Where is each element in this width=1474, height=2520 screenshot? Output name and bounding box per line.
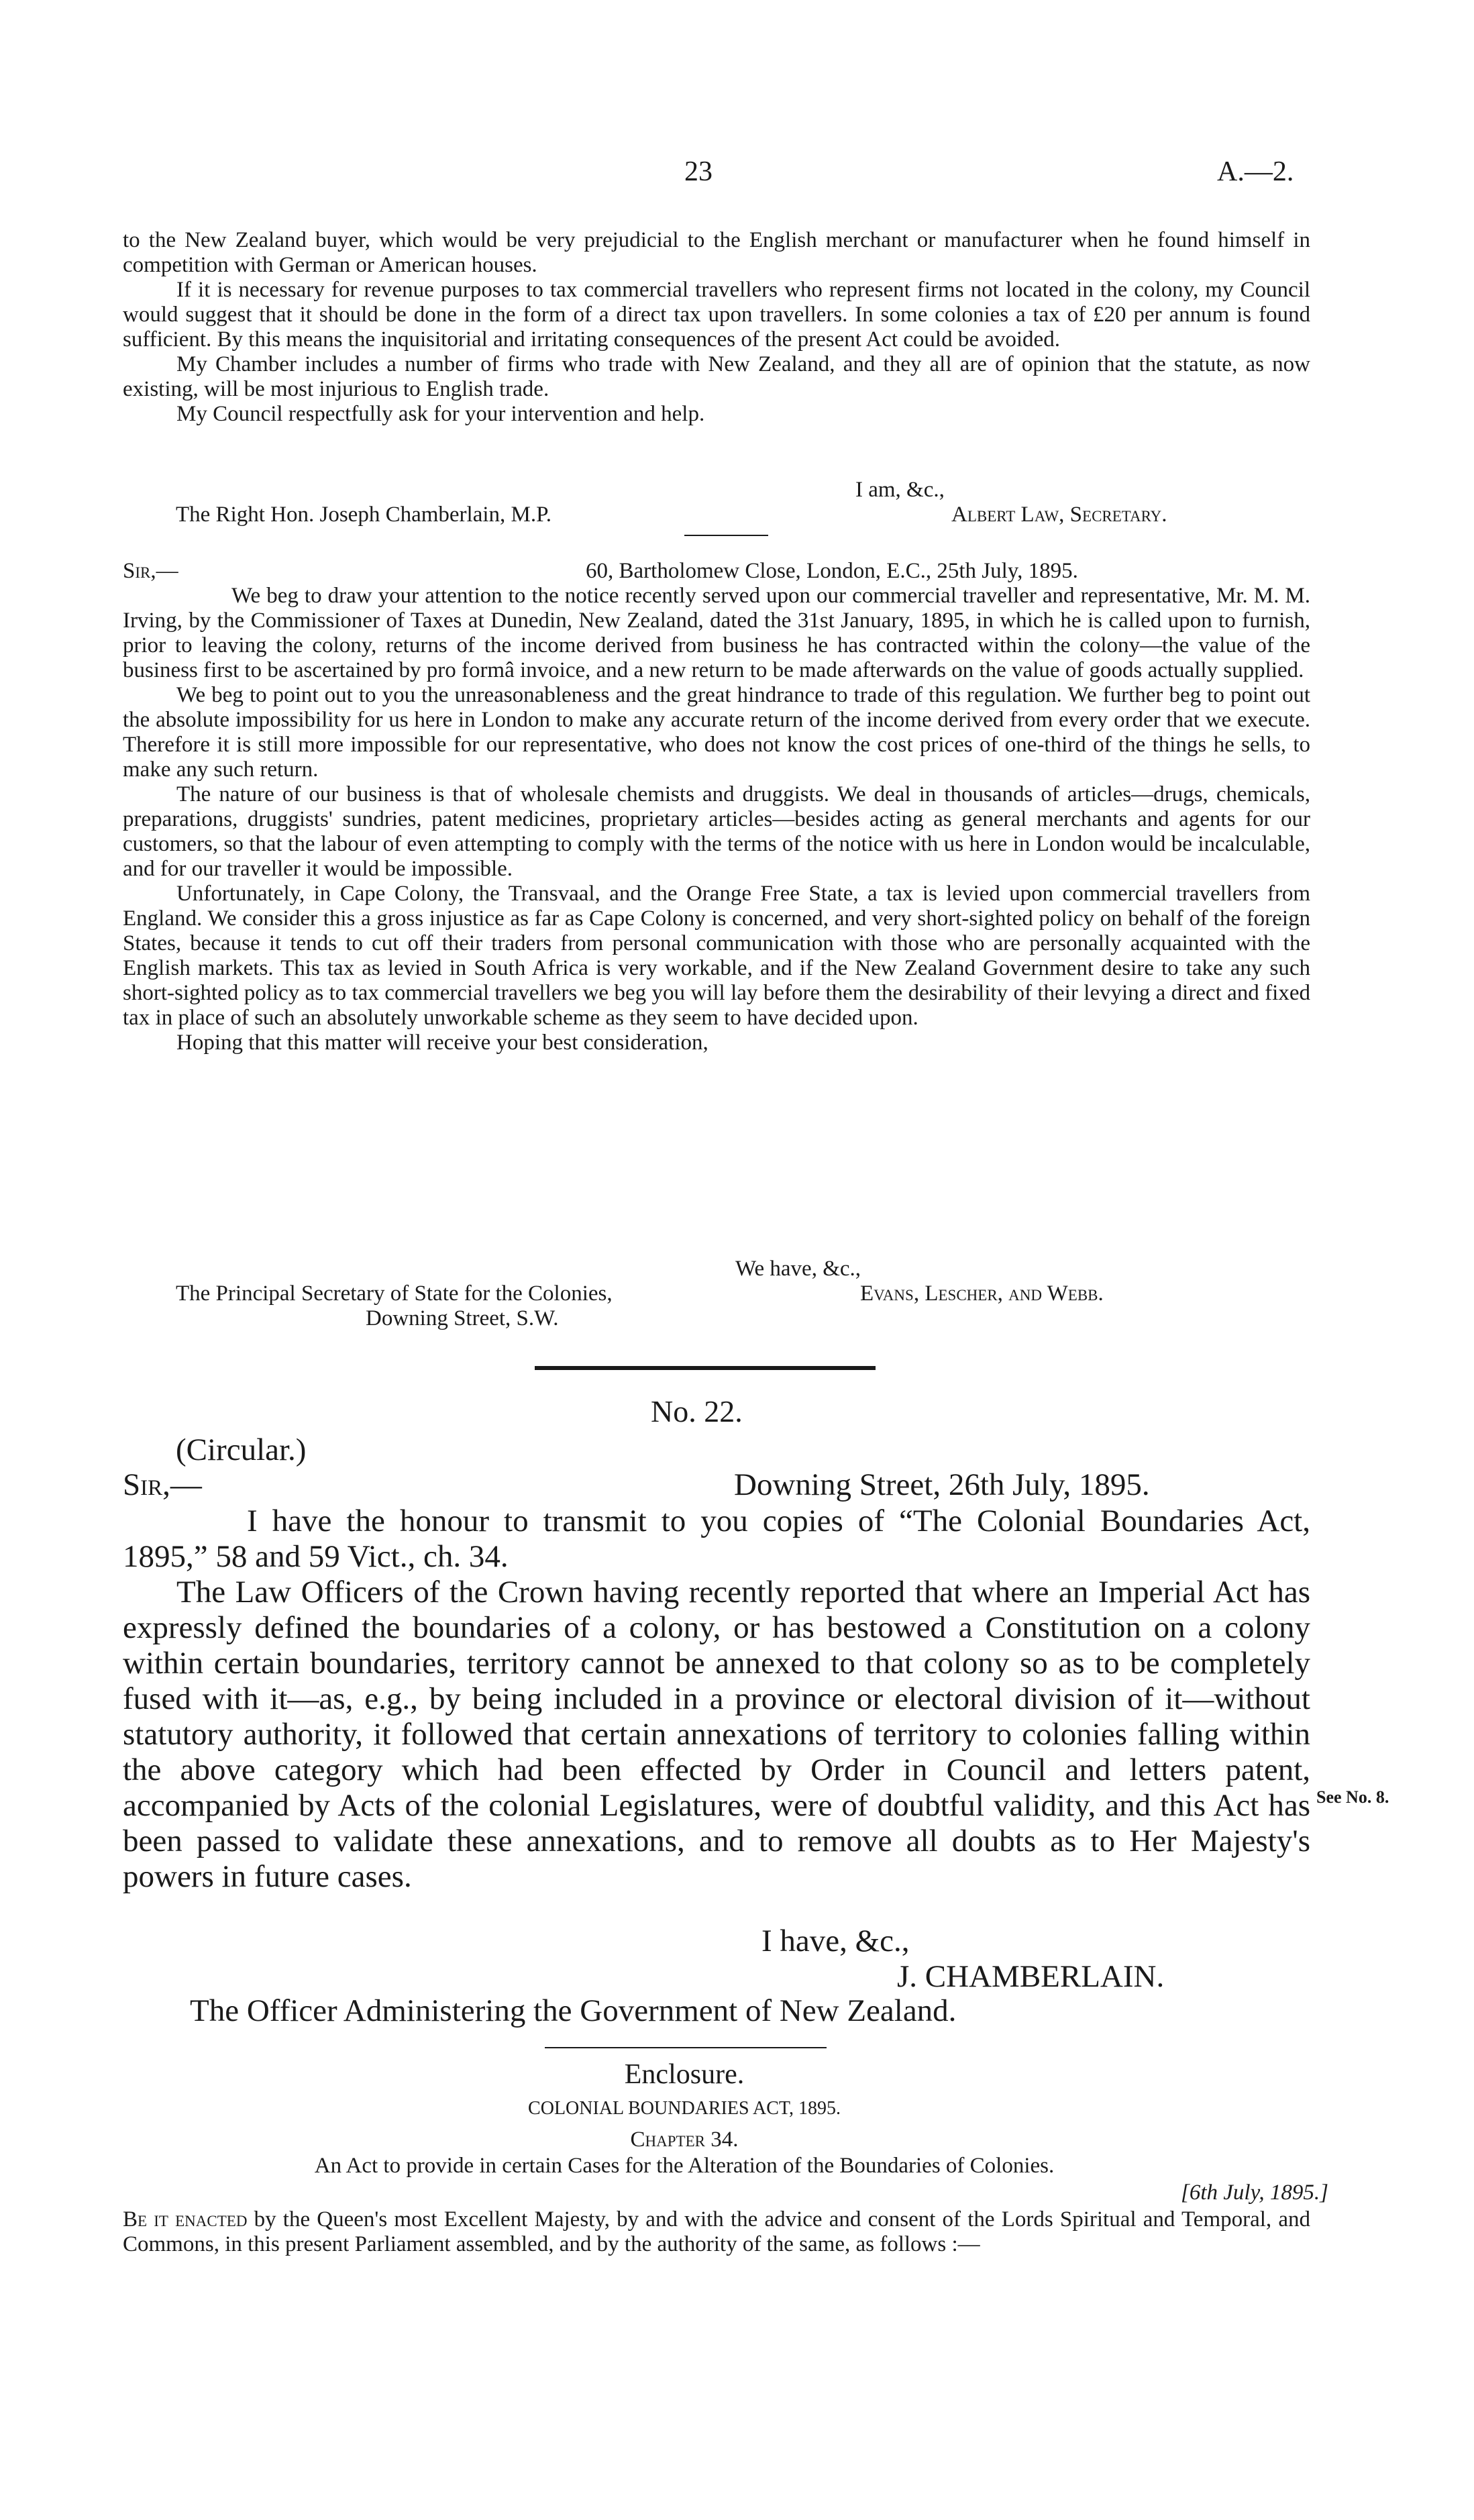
letter-2-addressee-street: Downing Street, S.W. xyxy=(366,1306,559,1330)
enclosure-divider xyxy=(545,2047,827,2048)
dispatch-signature: J. CHAMBERLAIN. xyxy=(897,1959,1165,1994)
dispatch-salutation: Sir,— xyxy=(123,1467,202,1502)
letter-1-addressee: The Right Hon. Joseph Chamberlain, M.P. xyxy=(176,503,552,527)
dispatch-closing: I have, &c., xyxy=(761,1924,910,1958)
margin-note: See No. 8. xyxy=(1316,1787,1389,1807)
letter-1-paragraph: to the New Zealand buyer, which would be very prejudicial to the English merchant or manufacturer when he found himself in competition with German or American houses. xyxy=(123,228,1310,277)
circular-label: (Circular.) xyxy=(176,1432,307,1467)
letter-2-paragraph: Hoping that this matter will receive your best consideration, xyxy=(176,1031,708,1055)
dispatch-number-heading: No. 22. xyxy=(651,1394,743,1428)
act-chapter: Chapter 34. xyxy=(630,2128,739,2152)
letter-2-paragraph: The nature of our business is that of wholesale chemists and druggists. We deal in thousands of articles—drugs, chemicals, preparations, druggists' sundries, patent medicines, proprietary articles—besides acting as general merchants and agents for our customers, so that the labour of even attempting to comply with the terms of the notice with us here in London would be incalculable, and for our traveller it would be impossible. xyxy=(123,782,1310,881)
enacting-clause-text: by the Queen's most Excellent Majesty, by and with the advice and consent of the Lords Spiritual and Temporal, and Commons, in this present Parliament assembled, and by the authority of the same, as follows :— xyxy=(123,2207,1310,2256)
letter-1-paragraph: If it is necessary for revenue purposes to tax commercial travellers who represent firms not located in the colony, my Council would suggest that it should be done in the form of a direct tax upon travellers. In some colonies a tax of £20 per annum is found sufficient. By this means the inquisitorial and irritating consequences of the present Act could be avoided. xyxy=(123,278,1310,352)
letter-1-closing: I am, &c., xyxy=(855,478,945,502)
letter-1-paragraph: My Council respectfully ask for your intervention and help. xyxy=(176,402,705,426)
letter-2-paragraph: Unfortunately, in Cape Colony, the Transvaal, and the Orange Free State, a tax is levied upon commercial travellers from England. We consider this a gross injustice as far as Cape Colony is concerned, and very short-sighted policy on behalf of the foreign States, because it tends to cut off their traders from personal communication with those who are personally acquainted with the English markets. This tax as levied in South Africa is very workable, and if the New Zealand Government desire to take any such short-sighted policy as to tax commercial travellers we beg you will lay before them the desirability of their levying a direct and fixed tax in place of such an absolutely unworkable scheme as they seem to have decided upon. xyxy=(123,882,1310,1030)
letter-1-paragraph: My Chamber includes a number of firms who trade with New Zealand, and they all are of opinion that the statute, as now existing, will be most injurious to English trade. xyxy=(123,352,1310,401)
dispatch-body xyxy=(123,1504,1310,1895)
enacting-clause-lead: Be it enacted xyxy=(123,2207,248,2232)
letter-2-addressee: The Principal Secretary of State for the Colonies, xyxy=(176,1281,613,1306)
page-number: 23 xyxy=(684,156,713,187)
dispatch-paragraph: I have the honour to transmit to you copies of “The Colonial Boundaries Act, 1895,” 58 and 59 Vict., ch. 34. xyxy=(123,1504,1310,1574)
letter-1-signature: Albert Law, Secretary. xyxy=(951,503,1167,527)
enclosure-heading: Enclosure. xyxy=(624,2059,745,2090)
letter-2-address-date: 60, Bartholomew Close, London, E.C., 25th July, 1895. xyxy=(586,559,1078,583)
document-reference: A.—2. xyxy=(1217,156,1294,187)
letter-1-body xyxy=(123,228,1310,427)
act-date: [6th July, 1895.] xyxy=(1181,2181,1328,2205)
dispatch-addressee: The Officer Administering the Government of New Zealand. xyxy=(190,1993,957,2028)
letter-2-paragraph: We beg to draw your attention to the notice recently served upon our commercial traveller and representative, Mr. M. M. Irving, by the Commissioner of Taxes at Dunedin, New Zealand, dated the 31st January, 1895, in which he is called upon to furnish, prior to leaving the colony, returns of the income derived from business he has contracted within the colony—the value of the business first to be ascertained by pro formâ invoice, and a new return to be made afterwards on the value of goods actually supplied. xyxy=(123,584,1310,682)
letter-2-paragraph: We beg to point out to you the unreasonableness and the great hindrance to trade of this regulation. We further beg to point out the absolute impossibility for us here in London to make any accurate return of the income derived from every order that we execute. Therefore it is still more impossible for our representative, who does not know the cost prices of one-third of the things he sells, to make any such return. xyxy=(123,683,1310,782)
enacting-clause xyxy=(123,2207,1310,2257)
act-description xyxy=(315,2154,1055,2178)
letter-2-salutation: Sir,— xyxy=(123,559,178,583)
act-description-text: An Act to provide in certain Cases for the Alteration of the Boundaries of Colonies. xyxy=(314,2154,1055,2178)
section-divider xyxy=(684,535,768,536)
letter-2-closing: We have, &c., xyxy=(735,1257,861,1281)
letter-2-body xyxy=(123,584,1310,1055)
letter-2-signature: Evans, Lescher, and Webb. xyxy=(860,1281,1104,1306)
heavy-section-divider xyxy=(535,1366,876,1370)
dispatch-address-date: Downing Street, 26th July, 1895. xyxy=(734,1467,1150,1502)
dispatch-paragraph: The Law Officers of the Crown having recently reported that where an Imperial Act has expressly defined the boundaries of a colony, or has bestowed a Constitution on a colony within certain boundaries, territory cannot be annexed to that colony so as to be completely fused with it—as, e.g., by being included in a province or electoral division of it—without statutory authority, it followed that certain annexations of territory to colonies falling within the above category which had been effected by Order in Council and letters patent, accompanied by Acts of the colonial Legislatures, were of doubtful validity, and this Act has been passed to validate these annexations, and to remove all doubts as to Her Majesty's powers in future cases. xyxy=(123,1575,1310,1894)
act-title: COLONIAL BOUNDARIES ACT, 1895. xyxy=(528,2098,841,2119)
